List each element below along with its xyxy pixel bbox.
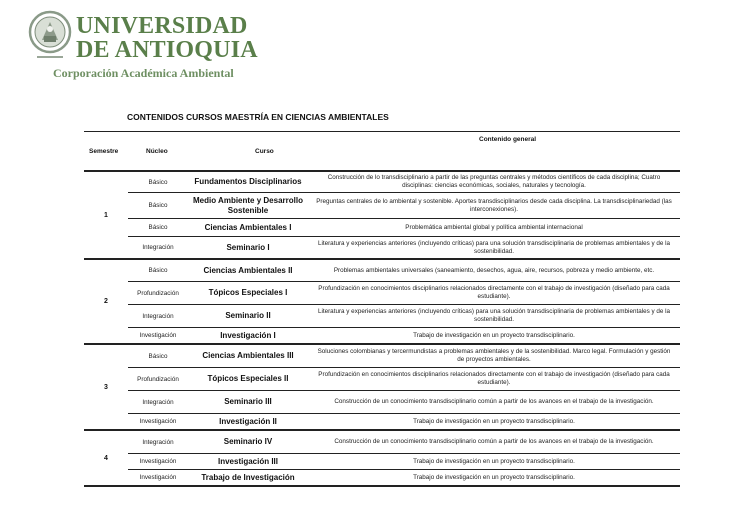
document-title: CONTENIDOS CURSOS MAESTRÍA EN CIENCIAS AMBIENTALES [127,112,389,122]
nucleo-cell: Investigación [139,458,177,465]
curso-cell: Seminario II [225,311,271,320]
table-row [128,454,680,470]
curso-cell: Ciencias Ambientales I [204,222,292,232]
table-row [128,368,680,391]
logo-line-2: DE ANTIOQUIA [76,37,258,63]
university-seal-icon [28,10,72,66]
nucleo-cell: Investigación [139,418,177,425]
header-curso: Curso [255,148,274,155]
curso-cell: Investigación II [219,416,277,426]
university-logo [28,10,258,82]
table-row [128,219,680,237]
curso-cell: Fundamentos Disciplinarios [194,177,302,186]
header-semestre: Semestre [89,148,119,155]
table-row [128,282,680,305]
table-row [128,345,680,368]
contenido-cell: Construcción de un conocimiento transdisciplinario común a partir de los avances en el trabajo de la investigación. [334,398,654,405]
curso-cell: Ciencias Ambientales II [203,265,293,275]
table-row [128,260,680,282]
contenido-cell: Soluciones colombianas y tercermundistas a problemas ambientales y de la sostenibilidad. Marco legal. Formulación y gestión de proyectos ambientales. [317,348,671,363]
curso-cell: Medio Ambiente y Desarrollo Sostenible [193,195,303,215]
semester-group [84,345,680,431]
contenido-cell: Profundización en conocimientos disciplinarios relacionados directamente con el trabajo de investigación (diseñado para cada estudiante). [318,371,670,386]
curso-cell: Tópicos Especiales I [208,288,288,297]
nucleo-cell: Básico [148,267,168,274]
logo-line-1: UNIVERSIDAD [76,13,248,39]
table-row [128,328,680,343]
curso-cell: Seminario IV [223,437,273,446]
header-nucleo: Núcleo [146,148,168,155]
curso-cell: Investigación III [217,456,278,466]
table-row [128,193,680,219]
nucleo-cell: Integración [142,438,174,446]
contenido-cell: Trabajo de investigación en un proyecto transdisciplinario. [413,417,575,425]
table-row [128,391,680,414]
contenido-cell: Literatura y experiencias anteriores (incluyendo críticas) para una solución transdisciplinaria de problemas ambientales y de la sostenibilidad. [317,239,671,255]
table-row [128,172,680,193]
table-row [128,431,680,454]
semester-group [84,172,680,260]
nucleo-cell: Integración [142,244,174,251]
courses-table [84,131,680,487]
contenido-cell: Trabajo de investigación en un proyecto transdisciplinario. [413,473,575,481]
contenido-cell: Trabajo de investigación en un proyecto transdisciplinario. [413,331,575,339]
contenido-cell: Trabajo de investigación en un proyecto transdisciplinario. [413,457,575,465]
contenido-cell: Construcción de un conocimiento transdisciplinario común a partir de los avances en el trabajo de la investigación. [334,438,654,445]
contenido-cell: Profundización en conocimientos disciplinarios relacionados directamente con el trabajo de investigación (diseñado para cada estudiante). [318,285,670,300]
nucleo-cell: Integración [142,398,174,406]
curso-cell: Seminario III [224,397,272,406]
curso-cell: Seminario I [226,242,270,252]
table-row [128,470,680,485]
table-header [84,131,680,172]
semester-number: 1 [104,211,108,219]
semester-group [84,260,680,345]
semester-number: 3 [104,383,108,391]
contenido-cell: Preguntas centrales de lo ambiental y sostenible. Aportes transdisciplinarios desde cada disciplina. La transdisciplinariedad (las interconexiones). [316,197,672,213]
curso-cell: Ciencias Ambientales III [202,351,294,360]
curso-cell: Tópicos Especiales II [207,374,289,383]
table-row [128,237,680,258]
header-contenido: Contenido general [479,136,537,143]
semester-number: 2 [104,298,108,305]
curso-cell: Trabajo de Investigación [201,472,295,482]
nucleo-cell: Investigación [139,474,177,481]
contenido-cell: Problemática ambiental global y política ambiental internacional [405,223,583,231]
nucleo-cell: Básico [148,202,168,209]
nucleo-cell: Integración [142,312,174,320]
nucleo-cell: Investigación [139,332,177,339]
logo-subtitle: Corporación Académica Ambiental [53,66,234,80]
nucleo-cell: Básico [148,352,168,360]
contenido-cell: Construcción de lo transdisciplinario a partir de las preguntas centrales y métodos científicos de cada disciplina; Cuatro disciplinas: ciencias económicas, sociales, naturales y tecnología. [327,174,661,189]
nucleo-cell: Profundización [137,289,179,297]
nucleo-cell: Básico [148,178,168,186]
nucleo-cell: Profundización [137,375,179,383]
contenido-cell: Problemas ambientales universales (saneamiento, desechos, agua, aire, recursos, pobreza y medio ambiente, etc. [333,266,655,274]
table-row [128,305,680,328]
curso-cell: Investigación I [220,330,276,340]
nucleo-cell: Básico [148,224,168,231]
table-row [128,414,680,429]
contenido-cell: Literatura y experiencias anteriores (incluyendo críticas) para una solución transdisciplinaria de problemas ambientales y de la sostenibilidad. [317,308,671,323]
semester-number: 4 [104,454,108,462]
semester-group [84,431,680,487]
